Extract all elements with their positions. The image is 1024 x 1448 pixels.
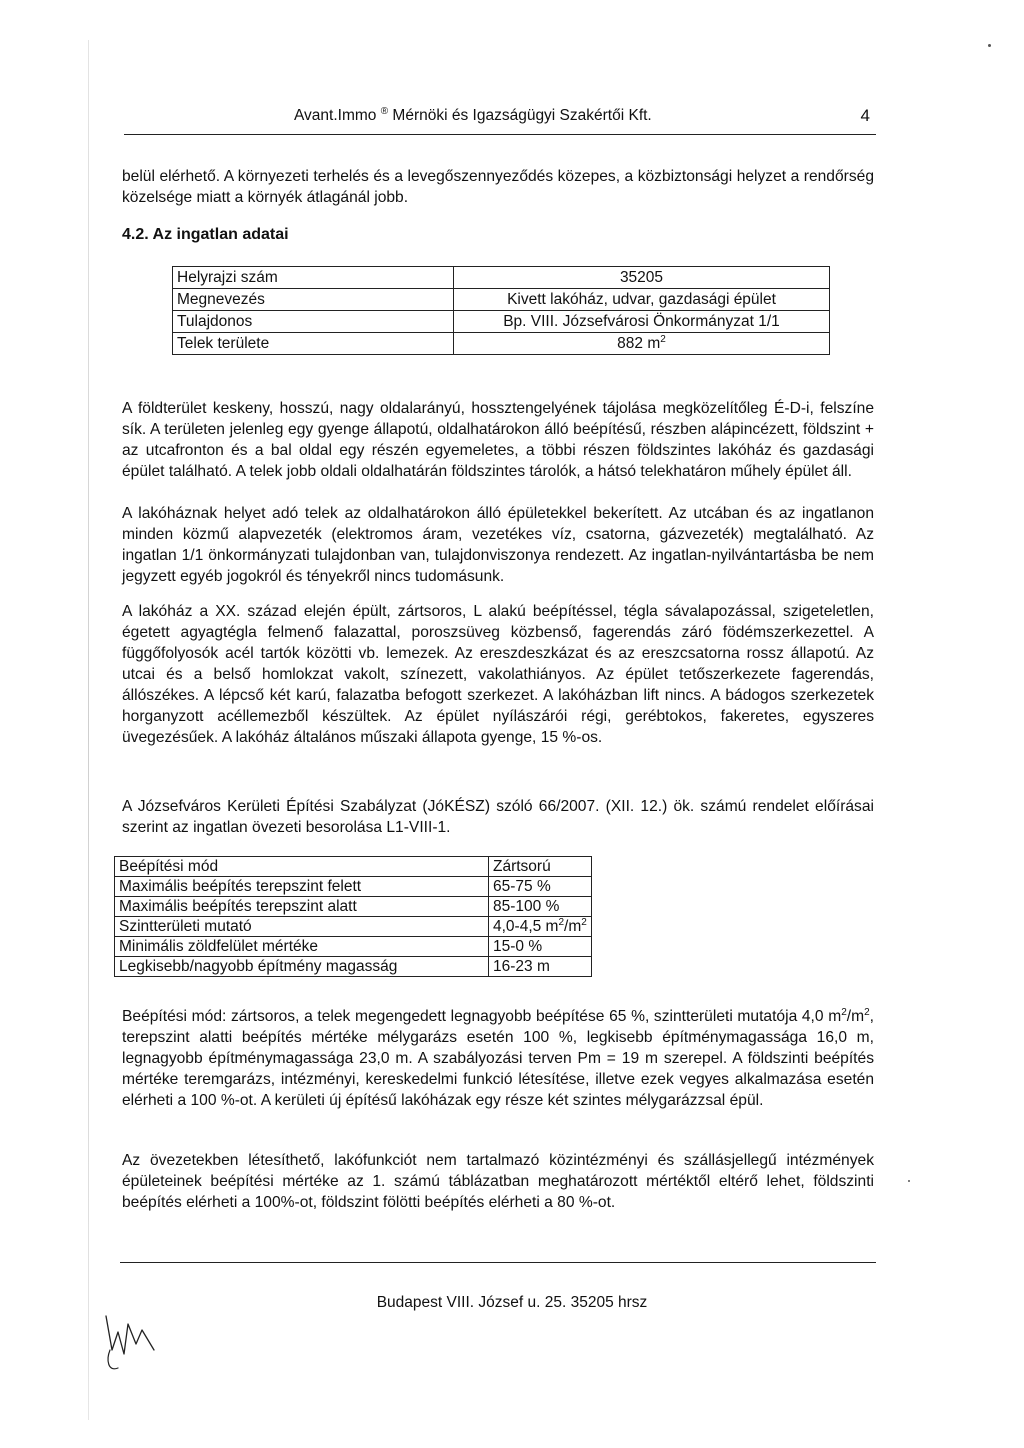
handwritten-signature: [98, 1310, 168, 1380]
scan-edge-shadow: [88, 40, 89, 1420]
page-footer: Budapest VIII. József u. 25. 35205 hrsz: [376, 1294, 648, 1311]
table-row: [115, 957, 592, 977]
header-title: Avant.Immo ® Mérnöki és Igazságügyi Szakértői Kft.: [294, 106, 652, 125]
page-header: [124, 104, 876, 135]
table-cell-value: 85-100 %: [489, 897, 592, 917]
table-cell-value: 882 $m^2$: [454, 333, 830, 355]
table-cell-label: Minimális zöldfelület mértéke: [115, 937, 489, 957]
zone-functions-paragraph: Az övezetekben létesíthető, lakófunkciót nem tartalmazó közintézményi és szállásjellegű intézmények épületeinek beépítési mértéke az 1. számú táblázatban meghatározott mértéktől eltérő lehet, földszinti beépítés elérheti a 100%-ot, földszint fölötti beépítés elérheti a 80 %-ot.: [122, 1152, 874, 1211]
table-cell-label: Megnevezés: [173, 289, 454, 311]
table-row: [115, 897, 592, 917]
table-cell-value: 15-0 %: [489, 937, 592, 957]
table-row: [173, 267, 830, 289]
scan-speck: [908, 1180, 910, 1182]
property-data-table: [172, 266, 830, 355]
description-paragraph: A földterület keskeny, hosszú, nagy oldalarányú, hossztengelyének tájolása megközelítőleg É-D-i, felszíne sík. A területen jelenleg egy gyenge állapotú, oldalhatárokon álló beépítésű, részben alápincézett, földszint + az utcafronton és a bal oldal egy részén egyemeletes, a többi részen földszintes lakóház és gazdasági épület található. A telek jobb oldali oldalhatárán földszintes tárolók, a hátsó telekhatáron műhely épület áll.: [122, 400, 874, 480]
fence-utilities-paragraph: A lakóháznak helyet adó telek az oldalhatárokon álló épületekkel bekerített. Az utcában és az ingatlanon minden közmű alapvezeték (elektromos áram, vezetékes víz, csatorna, gázvezeték) megtalálható. Az ingatlan 1/1 önkormányzati tulajdonban van, tulajdonviszonya rendezett. Az ingatlan-nyilvántartásba be nem jegyzett egyéb jogokról és tényekről nincs tudomásunk.: [122, 505, 874, 585]
table-cell-label: Tulajdonos: [173, 311, 454, 333]
table-row: [115, 917, 592, 937]
table-cell-value: Zártsorú: [489, 857, 592, 877]
table-cell-label: Maximális beépítés terepszint alatt: [115, 897, 489, 917]
building-rules-paragraph: Beépítési mód: zártsoros, a telek megengedett legnagyobb beépítése 65 %, szintterületi mutatója 4,0 $m^2/m^2$, terepszint alatti beépítés mértéke mélygarázs esetén 100 %, legkisebb építménymagassága 16,0 m, legnagyobb építménymagassága 23,0 m. A szabályozási terven Pm = 19 m szerepel. A földszinti beépítés mértéke teremgarázs, intézményi, kereskedelmi funkció létesítése, illetve ezek vegyes alkalmazása esetén elérheti a 100 %-ot. A kerületi új építésű lakóházak egy része két szintes mélygarázzsal épül.: [122, 1007, 874, 1110]
zoning-paragraph: A Józsefváros Kerületi Építési Szabályzat (JóKÉSZ) szóló 66/2007. (XII. 12.) ök. számú rendelet előírásai szerint az ingatlan övezeti besorolása L1-VIII-1.: [122, 798, 874, 836]
table-row: [173, 311, 830, 333]
zoning-parameters-table: [114, 856, 592, 977]
table-row: [173, 289, 830, 311]
table-cell-value: 35205: [454, 267, 830, 289]
footer-divider: [120, 1262, 876, 1263]
table-cell-label: Telek területe: [173, 333, 454, 355]
building-paragraph: A lakóház a XX. század elején épült, zártsoros, L alakú beépítéssel, tégla sávalapozással, szigeteletlen, égetett agyagtégla felmenő falazattal, poroszsüveg közbenső, fagerendás záró födémszerkezettel. A függőfolyosók acél tartók közötti vb. lemezek. Az ereszdeszkázat és az ereszcsatorna rossz állapotú. Az utcai és a belső homlokzat vakolt, színezett, vakolathiányos. Az épület tetőszerkezete fagerendás, állószékes. A lépcső két karú, falazatba befogott szerkezet. A lakóházban lift nincs. A bádogos szerkezetek horganyzott acéllemezből készültek. Az épület nyílászárói régi, gerébtokos, fakeretes, egyszeres üvegezésűek. A lakóház általános műszaki állapota gyenge, 15 %-os.: [122, 603, 874, 746]
table-cell-label: Maximális beépítés terepszint felett: [115, 877, 489, 897]
page-number: 4: [860, 106, 870, 125]
table-cell-value: Kivett lakóház, udvar, gazdasági épület: [454, 289, 830, 311]
table-cell-label: Legkisebb/nagyobb építmény magasság: [115, 957, 489, 977]
table-row: [115, 937, 592, 957]
section-heading: 4.2. Az ingatlan adatai: [122, 226, 289, 243]
table-row: [115, 857, 592, 877]
scan-speck: [988, 44, 991, 47]
table-cell-label: Beépítési mód: [115, 857, 489, 877]
intro-paragraph: belül elérhető. A környezeti terhelés és a levegőszennyeződés közepes, a közbiztonsági helyzet a rendőrség közelsége miatt a környék átlagánál jobb.: [122, 168, 874, 206]
table-cell-value: Bp. VIII. Józsefvárosi Önkormányzat 1/1: [454, 311, 830, 333]
table-cell-value: 65-75 %: [489, 877, 592, 897]
table-cell-label: Helyrajzi szám: [173, 267, 454, 289]
table-cell-value: 16-23 m: [489, 957, 592, 977]
table-cell-value: 4,0-4,5 $m^2/m^2$: [489, 917, 592, 937]
table-row: [115, 877, 592, 897]
table-cell-label: Szintterületi mutató: [115, 917, 489, 937]
table-row: [173, 333, 830, 355]
